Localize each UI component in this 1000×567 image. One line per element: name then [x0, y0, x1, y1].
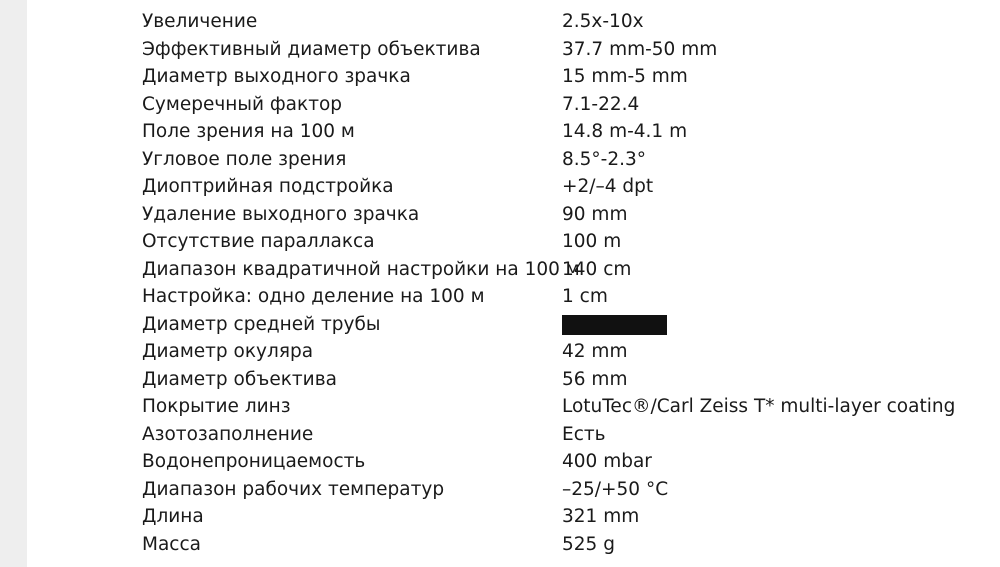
spec-value: 321 mm — [562, 506, 640, 527]
spec-row-angular-field-of-view — [142, 146, 1000, 174]
document-page — [27, 0, 1000, 567]
spec-value: 7.1-22.4 — [562, 93, 640, 115]
spec-label: Масса — [142, 533, 201, 555]
spec-label: Диаметр окуляра — [142, 341, 314, 362]
spec-label: Поле зрения на 100 м — [142, 121, 355, 142]
spec-row-exit-pupil-diameter — [142, 63, 1000, 91]
spec-label: Диапазон рабочих температур — [142, 478, 445, 500]
spec-value: 90 mm — [562, 203, 628, 225]
spec-value: 400 mbar — [562, 451, 652, 472]
spec-row-field-of-view — [142, 118, 1000, 146]
spec-table — [142, 8, 1000, 558]
spec-row-nitrogen-filling — [142, 421, 1000, 449]
spec-row-adjustment-range — [142, 256, 1000, 284]
redaction-block — [562, 315, 667, 335]
left-margin — [0, 0, 27, 567]
spec-label: Покрытие линз — [142, 396, 291, 417]
spec-label: Диаметр объектива — [142, 368, 337, 390]
spec-value: 42 mm — [562, 341, 628, 362]
spec-row-parallax-free — [142, 228, 1000, 256]
spec-label: Отсутствие параллакса — [142, 231, 375, 252]
spec-row-center-tube-diameter — [142, 311, 1000, 339]
spec-row-length — [142, 503, 1000, 531]
spec-value: +2/–4 dpt — [562, 176, 654, 197]
spec-value: 1 cm — [562, 286, 608, 307]
spec-value: 56 mm — [562, 368, 628, 390]
spec-value: 140 cm — [562, 258, 632, 280]
spec-value: LotuTec®/Carl Zeiss T* multi-layer coating — [562, 396, 956, 417]
spec-row-eyepiece-diameter — [142, 338, 1000, 366]
spec-label: Водонепроницаемость — [142, 451, 366, 472]
spec-value: 2.5x-10x — [562, 11, 644, 32]
spec-label: Диаметр средней трубы — [142, 313, 381, 335]
spec-row-magnification — [142, 8, 1000, 36]
spec-row-effective-objective-diameter — [142, 36, 1000, 64]
spec-row-eye-relief — [142, 201, 1000, 229]
spec-label: Длина — [142, 506, 204, 527]
spec-row-diopter-adjustment — [142, 173, 1000, 201]
spec-value: 14.8 m-4.1 m — [562, 121, 688, 142]
spec-label: Эффективный диаметр объектива — [142, 38, 481, 60]
spec-label: Азотозаполнение — [142, 423, 314, 445]
spec-label: Сумеречный фактор — [142, 93, 343, 115]
spec-value: 37.7 mm-50 mm — [562, 38, 718, 60]
spec-label: Удаление выходного зрачка — [142, 203, 420, 225]
spec-label: Увеличение — [142, 11, 258, 32]
spec-label: Настройка: одно деление на 100 м — [142, 286, 485, 307]
spec-label: Диапазон квадратичной настройки на 100 м — [142, 258, 580, 280]
spec-value: 100 m — [562, 231, 622, 252]
spec-row-objective-diameter — [142, 366, 1000, 394]
spec-row-weight — [142, 531, 1000, 559]
spec-value: 525 g — [562, 533, 615, 555]
spec-value: Есть — [562, 423, 606, 445]
spec-row-lens-coating — [142, 393, 1000, 421]
spec-row-twilight-factor — [142, 91, 1000, 119]
spec-row-click-value — [142, 283, 1000, 311]
spec-label: Диоптрийная подстройка — [142, 176, 394, 197]
spec-value: 8.5°-2.3° — [562, 148, 647, 170]
spec-row-water-resistance — [142, 448, 1000, 476]
spec-value: –25/+50 °C — [562, 478, 669, 500]
spec-value: 15 mm-5 mm — [562, 66, 688, 87]
spec-value-redacted — [562, 311, 667, 339]
spec-label: Диаметр выходного зрачка — [142, 66, 411, 87]
spec-row-operating-temperature — [142, 476, 1000, 504]
spec-label: Угловое поле зрения — [142, 148, 347, 170]
